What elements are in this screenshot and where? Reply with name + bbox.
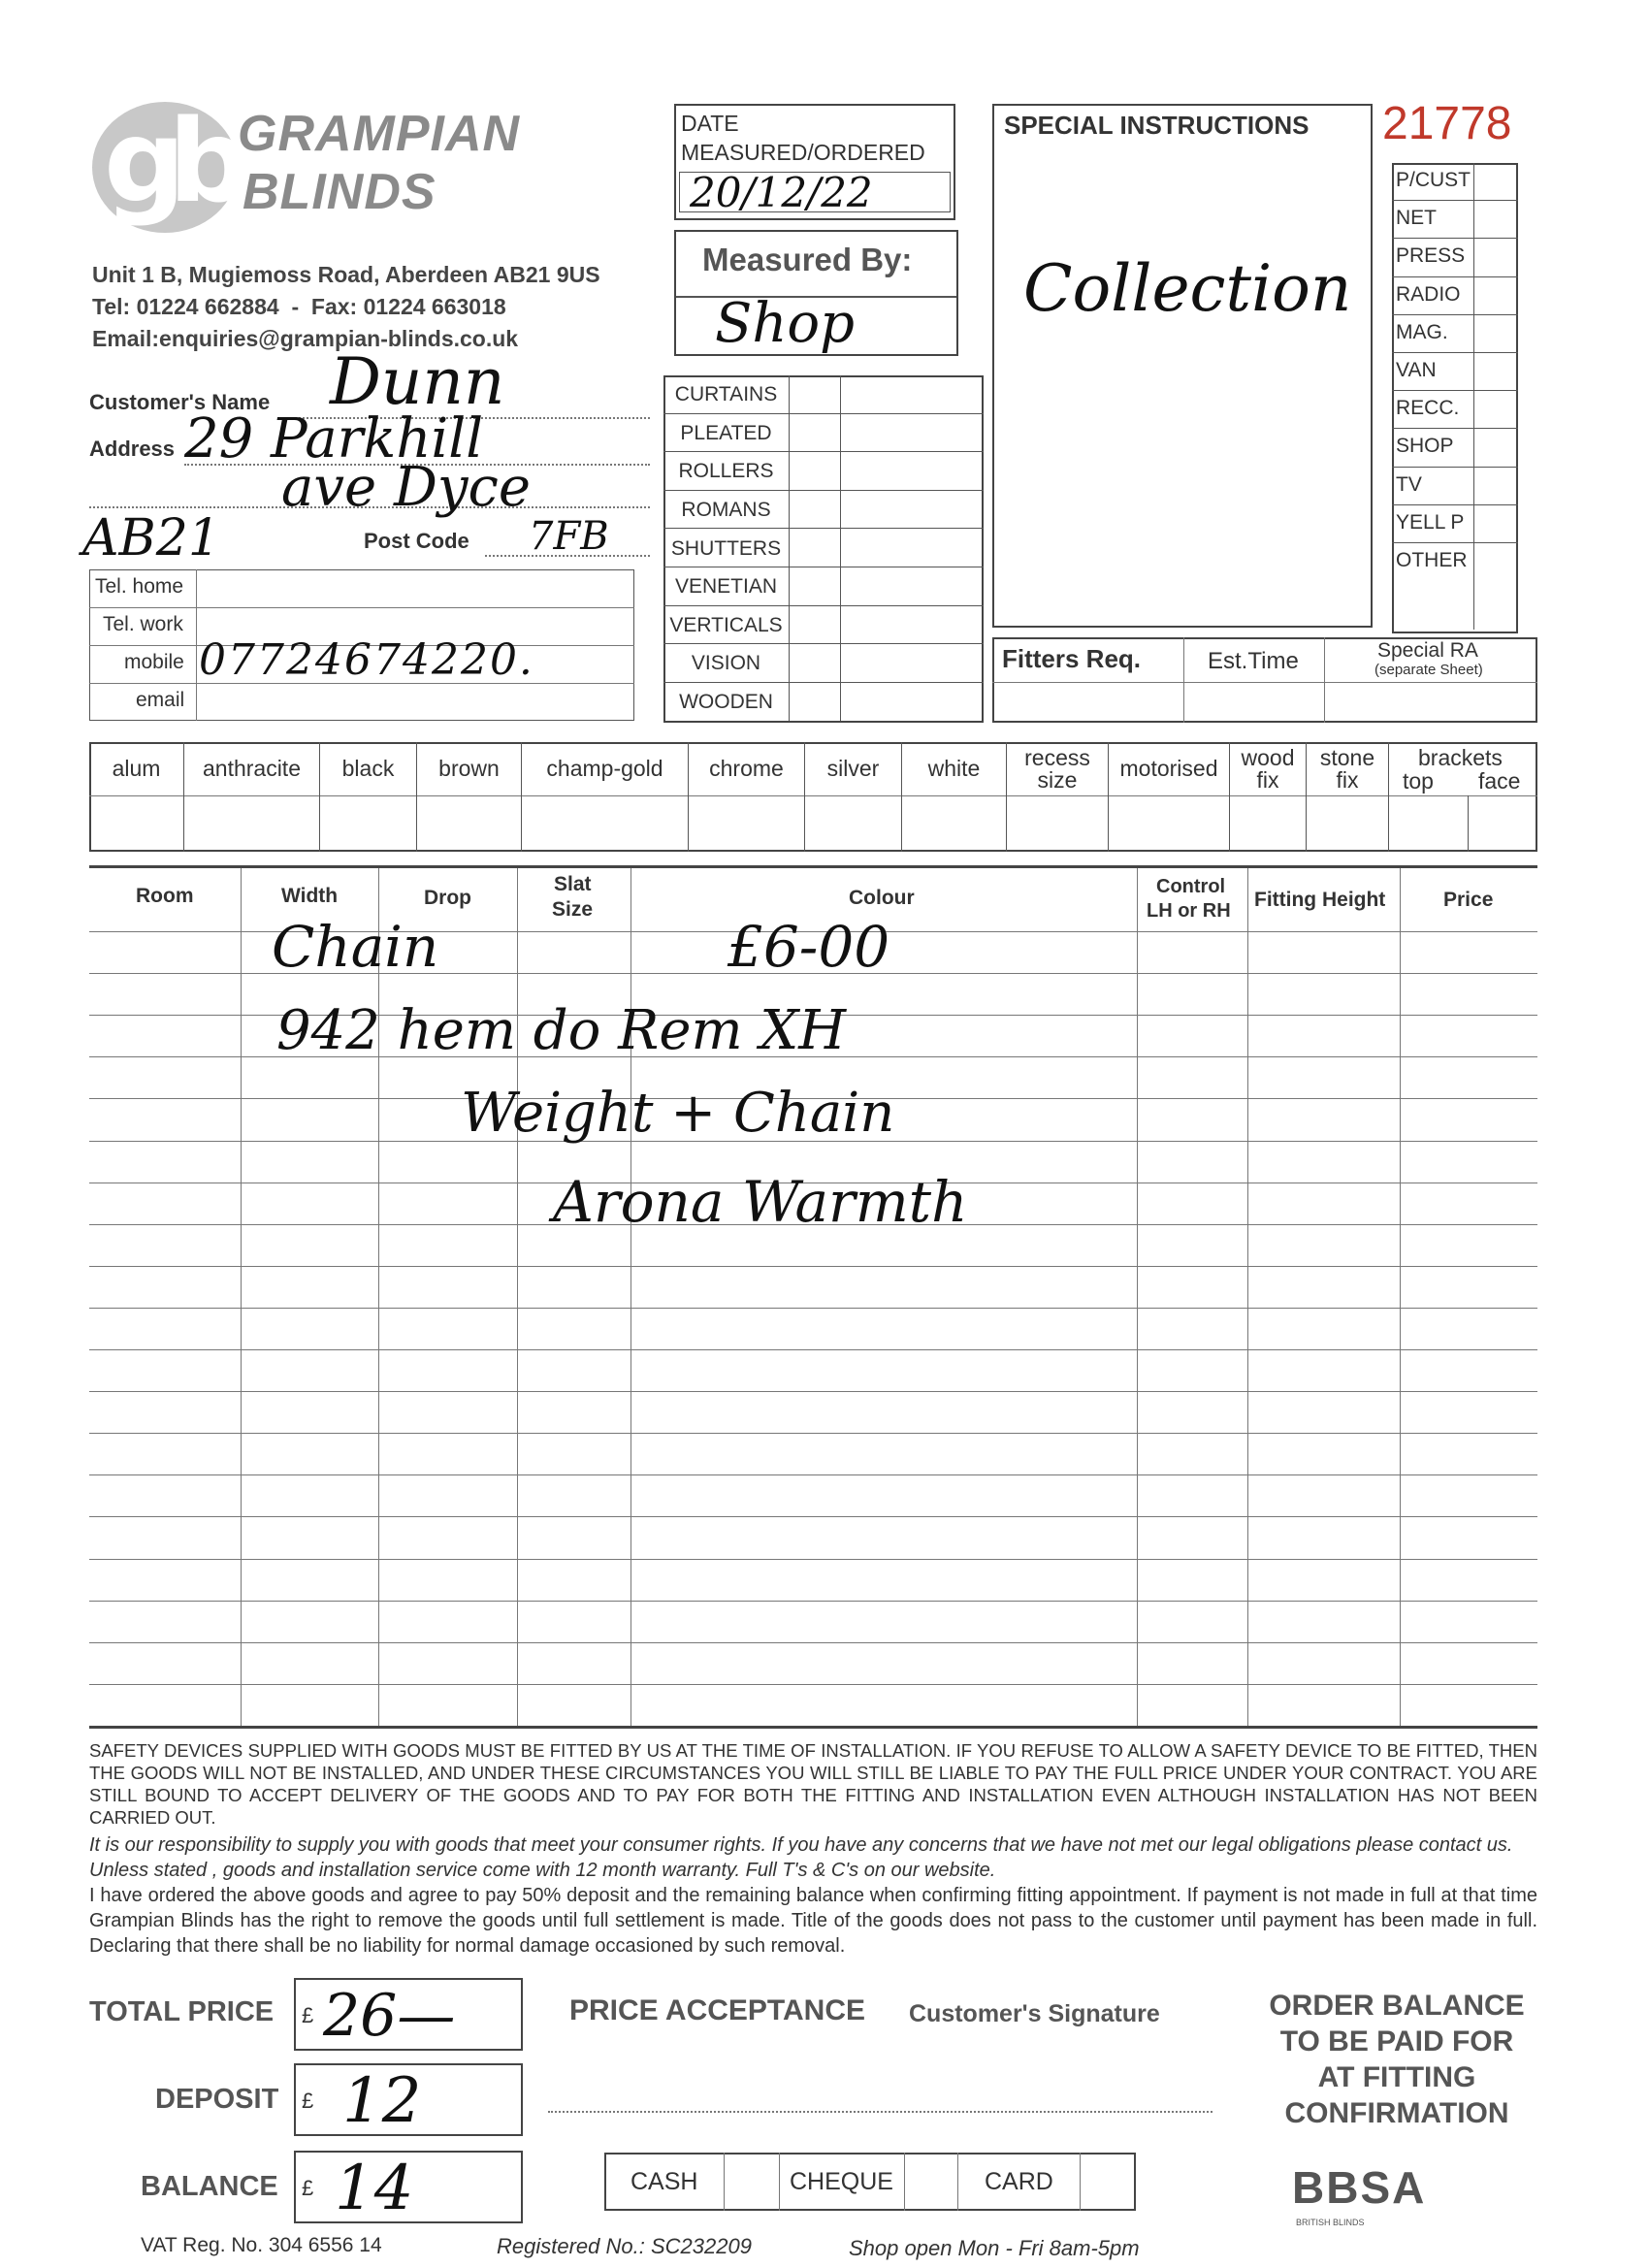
est-time-field[interactable] (1185, 684, 1322, 721)
finish-checkbox-5[interactable] (689, 795, 805, 852)
finish-checkbox-11[interactable] (1307, 795, 1389, 852)
product-qty-field[interactable] (841, 683, 980, 722)
table-row[interactable] (89, 1309, 1537, 1349)
table-row[interactable] (89, 1560, 1537, 1601)
finish-label: recess (1024, 744, 1090, 770)
source-label: RECC. (1396, 397, 1460, 420)
finish-label: fix (1336, 766, 1359, 793)
bbsa-logo: BBSA (1292, 2162, 1427, 2213)
source-label: P/CUST (1396, 169, 1471, 191)
product-label: PLEATED (663, 414, 790, 453)
finish-label: champ-gold (546, 756, 663, 781)
product-label: VISION (663, 644, 790, 683)
header-drop: Drop (424, 887, 471, 909)
signature-line[interactable] (548, 2111, 1212, 2113)
total-currency: £ (302, 2003, 314, 2027)
source-row-1 (1392, 201, 1518, 239)
special-ra-label: Special RA (1377, 639, 1478, 662)
terms-italic: It is our responsibility to supply you with goods that meet your consumer rights. If you have any concerns that we have not met our legal obligations please contact us. Unless stated , goods and installation service come with 12 month warranty. Full T's & C's on our website. (89, 1834, 1513, 1881)
source-label: YELL P (1396, 510, 1465, 534)
mobile-value[interactable]: 07724674220. (199, 635, 534, 685)
table-row[interactable] (89, 1392, 1537, 1433)
finish-checkbox-4[interactable] (522, 795, 689, 852)
source-checkbox[interactable] (1473, 429, 1516, 467)
measured-by-label: Measured By: (702, 242, 913, 277)
company-name-line2: BLINDS (242, 164, 436, 220)
finish-checkbox-1[interactable] (184, 795, 320, 852)
row3-note: Weight + Chain (461, 1082, 895, 1145)
finish-label: chrome (709, 756, 784, 781)
vat-number: VAT Reg. No. 304 6556 14 (141, 2234, 382, 2256)
finish-header-1 (184, 742, 320, 795)
finish-checkbox-2[interactable] (320, 795, 417, 852)
date-value-box[interactable] (679, 169, 951, 216)
product-label: CURTAINS (663, 375, 790, 414)
terms-normal: I have ordered the above goods and agree to pay 50% deposit and the remaining balance when confirming fitting appointment. If payment is not made in full at that time Grampian Blinds has the right to remove the goods until full settlement is made. Title of the goods does not pass to the customer until payment has been made in full. Declaring that there shall be no liability for normal damage occasioned by such removal. (89, 1885, 1537, 1957)
source-label: NET (1396, 207, 1437, 230)
order-balance-line2: TO BE PAID FOR (1279, 2025, 1514, 2057)
balance-value: 14 (335, 2153, 414, 2224)
bbsa-logo-sub: BRITISH BLINDS (1296, 2218, 1365, 2227)
source-row-10 (1392, 543, 1518, 581)
deposit-box[interactable] (294, 2063, 523, 2136)
product-checkbox[interactable] (790, 529, 841, 567)
source-checkbox[interactable] (1473, 543, 1516, 630)
fitters-req-label: Fitters Req. (1002, 644, 1142, 673)
source-checkbox[interactable] (1473, 315, 1516, 353)
source-checkbox[interactable] (1473, 277, 1516, 315)
header-control-2: LH or RH (1147, 900, 1231, 922)
cheque-checkbox[interactable] (906, 2155, 956, 2209)
brackets-top-label: top (1403, 768, 1434, 794)
product-qty-field[interactable] (841, 644, 980, 683)
company-name-line1: GRAMPIAN (238, 106, 521, 162)
special-instructions-value: Collection (1023, 251, 1352, 326)
table-row[interactable] (89, 1434, 1537, 1474)
source-row-4 (1392, 315, 1518, 353)
product-checkbox[interactable] (790, 452, 841, 491)
source-checkbox[interactable] (1473, 201, 1516, 239)
finish-header-10 (1230, 742, 1307, 795)
header-price: Price (1443, 889, 1494, 911)
source-label: PRESS (1396, 244, 1466, 268)
finish-header-6 (805, 742, 902, 795)
card-label: CARD (985, 2168, 1053, 2195)
source-row-3 (1392, 277, 1518, 315)
finish-label: fix (1256, 766, 1279, 793)
finish-checkbox-0[interactable] (89, 795, 184, 852)
product-row-rollers (663, 452, 984, 491)
measured-by-value: Shop (715, 292, 855, 355)
order-balance-line4: CONFIRMATION (1284, 2097, 1509, 2129)
special-instructions-label: SPECIAL INSTRUCTIONS (1004, 111, 1310, 140)
source-row-9 (1392, 505, 1518, 543)
source-checkbox[interactable] (1473, 391, 1516, 429)
finish-header-0 (89, 742, 184, 795)
product-row-verticals (663, 606, 984, 645)
terms-caps: SAFETY DEVICES SUPPLIED WITH GOODS MUST BE FITTED BY US AT THE TIME OF INSTALLATION. IF YOU REFUSE TO ALLOW A SAFETY DEVICE TO BE FITTED, THEN THE GOODS WILL NOT BE INSTALLED, AND UNDER THESE CIRCUMSTANCES YOU WILL STILL BE LIABLE TO PAY THE FULL PRICE UNDER YOUR CONTRACT. YOU ARE STILL BOUND TO ACCEPT DELIVERY OF THE GOODS AND TO PAY FOR BOTH THE FITTING AND INSTALLATION EVEN ALTHOUGH INSTALLATION HAS NOT BEEN CARRIED OUT. (89, 1740, 1537, 1828)
tel-home-field[interactable] (198, 571, 632, 606)
product-qty-field[interactable] (841, 375, 980, 414)
finish-checkbox-10[interactable] (1230, 795, 1307, 852)
source-row-2 (1392, 239, 1518, 276)
customer-signature-label: Customer's Signature (909, 2000, 1160, 2027)
balance-label: BALANCE (141, 2171, 278, 2202)
order-balance-line1: ORDER BALANCE (1269, 1990, 1525, 2022)
product-row-vision (663, 644, 984, 683)
row4-note: Arona Warmth (553, 1169, 968, 1235)
finish-label: anthracite (202, 756, 301, 781)
finish-label: silver (826, 756, 880, 781)
source-label: OTHER (1396, 549, 1468, 571)
product-qty-field[interactable] (841, 529, 980, 567)
finish-header-9 (1109, 742, 1230, 795)
mobile-label: mobile (124, 651, 184, 673)
product-checkbox[interactable] (790, 606, 841, 645)
est-time-label: Est.Time (1208, 648, 1299, 674)
product-checkbox[interactable] (790, 491, 841, 530)
product-checkbox[interactable] (790, 683, 841, 722)
finish-header-11 (1307, 742, 1389, 795)
product-qty-field[interactable] (841, 414, 980, 453)
product-qty-field[interactable] (841, 452, 980, 491)
row2-note: 942 hem do Rem XH (276, 999, 847, 1062)
source-row-0 (1392, 163, 1518, 201)
brackets-face-label: face (1478, 768, 1521, 794)
row1-price: £6-00 (728, 914, 890, 980)
source-label: RADIO (1396, 282, 1461, 306)
source-label: TV (1396, 472, 1422, 496)
product-checkbox[interactable] (790, 414, 841, 453)
product-row-shutters (663, 529, 984, 567)
cash-label: CASH (630, 2168, 698, 2195)
product-row-pleated (663, 414, 984, 453)
special-ra-field[interactable] (1326, 684, 1536, 721)
product-label: VERTICALS (663, 606, 790, 645)
balance-currency: £ (302, 2176, 314, 2200)
source-checkbox[interactable] (1473, 239, 1516, 276)
source-row-5 (1392, 353, 1518, 391)
table-row[interactable] (89, 1475, 1537, 1516)
registered-number: Registered No.: SC232209 (497, 2234, 752, 2258)
finish-label: white (927, 756, 981, 781)
order-balance-line3: AT FITTING (1317, 2061, 1476, 2093)
finish-header-2 (320, 742, 417, 795)
table-row[interactable] (89, 1602, 1537, 1642)
finish-label: brown (438, 756, 500, 781)
finish-checkbox-6[interactable] (805, 795, 902, 852)
finish-checkbox-8[interactable] (1007, 795, 1109, 852)
header-control-1: Control (1156, 876, 1226, 897)
fitters-req-field[interactable] (994, 684, 1181, 721)
product-qty-field[interactable] (841, 606, 980, 645)
source-label: MAG. (1396, 320, 1448, 343)
company-email: Email:enquiries@grampian-blinds.co.uk (92, 326, 519, 351)
source-row-8 (1392, 468, 1518, 505)
special-ra-sub: (separate Sheet) (1374, 662, 1483, 678)
email-field[interactable] (198, 685, 632, 720)
finish-label: alum (112, 756, 161, 781)
source-label: SHOP (1396, 435, 1454, 458)
product-checkbox[interactable] (790, 567, 841, 606)
date-label-2: MEASURED/ORDERED (681, 140, 925, 165)
finish-label: stone (1319, 744, 1375, 770)
product-row-wooden (663, 683, 984, 722)
order-number: 21778 (1382, 98, 1512, 149)
total-price-box[interactable] (294, 1978, 523, 2051)
finish-header-brackets (1389, 742, 1537, 795)
date-label-1: DATE (681, 111, 739, 136)
measured-by-box (674, 230, 958, 356)
header-fitting-height: Fitting Height (1254, 889, 1386, 911)
finish-label: size (1037, 766, 1078, 793)
postcode-label: Post Code (364, 529, 469, 553)
deposit-currency: £ (302, 2089, 314, 2113)
finish-header-5 (689, 742, 805, 795)
tel-home-label: Tel. home (95, 575, 184, 598)
source-checkbox[interactable] (1473, 353, 1516, 391)
shop-hours: Shop open Mon - Fri 8am-5pm (849, 2236, 1140, 2260)
customer-name-label: Customer's Name (89, 390, 271, 414)
deposit-value: 12 (342, 2065, 422, 2137)
header-colour: Colour (849, 887, 915, 909)
table-row[interactable] (89, 1517, 1537, 1558)
cheque-label: CHEQUE (790, 2168, 893, 2195)
table-row[interactable] (89, 1350, 1537, 1391)
product-label: ROMANS (663, 491, 790, 530)
product-label: ROLLERS (663, 452, 790, 491)
bracket-face-checkbox[interactable] (1469, 795, 1537, 852)
date-value: 20/12/22 (690, 169, 873, 216)
card-checkbox[interactable] (1082, 2155, 1134, 2209)
product-label: SHUTTERS (663, 529, 790, 567)
source-row-6 (1392, 391, 1518, 429)
table-row[interactable] (89, 1643, 1537, 1684)
logo-mark: gb (104, 94, 233, 228)
finish-checkbox-9[interactable] (1109, 795, 1230, 852)
total-price-value: 26— (323, 1982, 456, 2050)
address-line3[interactable]: AB21 (82, 509, 220, 567)
tel-work-label: Tel. work (103, 613, 183, 635)
header-slat-1: Slat (554, 873, 592, 895)
finish-label: motorised (1119, 756, 1218, 781)
header-room: Room (136, 885, 194, 907)
address-line2[interactable]: ave Dyce (281, 456, 532, 519)
customer-name-value[interactable]: Dunn (330, 344, 505, 419)
product-row-curtains (663, 375, 984, 414)
header-width: Width (281, 885, 339, 907)
special-instructions-box (992, 104, 1373, 628)
company-address: Unit 1 B, Mugiemoss Road, Aberdeen AB21 9US (92, 262, 600, 287)
table-row[interactable] (89, 1685, 1537, 1726)
source-checkbox[interactable] (1473, 163, 1516, 201)
email-label: email (136, 689, 185, 711)
finish-header-7 (902, 742, 1007, 795)
product-checkbox[interactable] (790, 644, 841, 683)
finish-checkbox-3[interactable] (417, 795, 522, 852)
company-logo (92, 94, 238, 233)
brackets-label: brackets (1418, 745, 1503, 770)
table-row[interactable] (89, 1267, 1537, 1308)
product-checkbox[interactable] (790, 375, 841, 414)
finish-header-4 (522, 742, 689, 795)
product-row-romans (663, 491, 984, 530)
product-row-venetian (663, 567, 984, 606)
balance-box[interactable] (294, 2151, 523, 2223)
product-label: WOODEN (663, 683, 790, 722)
finish-header-3 (417, 742, 522, 795)
deposit-label: DEPOSIT (155, 2084, 279, 2115)
finish-label: wood (1241, 744, 1295, 770)
finish-label: black (341, 756, 395, 781)
bracket-top-checkbox[interactable] (1389, 795, 1469, 852)
row1-item: Chain (272, 914, 439, 980)
product-label: VENETIAN (663, 567, 790, 606)
date-box (674, 104, 955, 220)
finish-checkbox-7[interactable] (902, 795, 1007, 852)
product-qty-field[interactable] (841, 491, 980, 530)
total-price-label: TOTAL PRICE (89, 1996, 275, 2027)
address-label: Address (89, 437, 176, 461)
price-acceptance-label: PRICE ACCEPTANCE (569, 1994, 866, 2026)
source-row-7 (1392, 429, 1518, 467)
address-line1[interactable]: 29 Parkhill (184, 407, 484, 470)
source-label: VAN (1396, 359, 1437, 381)
company-phone: Tel: 01224 662884 - Fax: 01224 663018 (92, 294, 506, 319)
order-balance-note (1222, 1988, 1571, 2131)
cash-checkbox[interactable] (726, 2155, 778, 2209)
finish-header-8 (1007, 742, 1109, 795)
source-checkbox[interactable] (1473, 468, 1516, 505)
product-qty-field[interactable] (841, 567, 980, 606)
header-slat-2: Size (552, 898, 594, 921)
source-checkbox[interactable] (1473, 505, 1516, 543)
postcode-value[interactable]: 7FB (529, 514, 609, 559)
